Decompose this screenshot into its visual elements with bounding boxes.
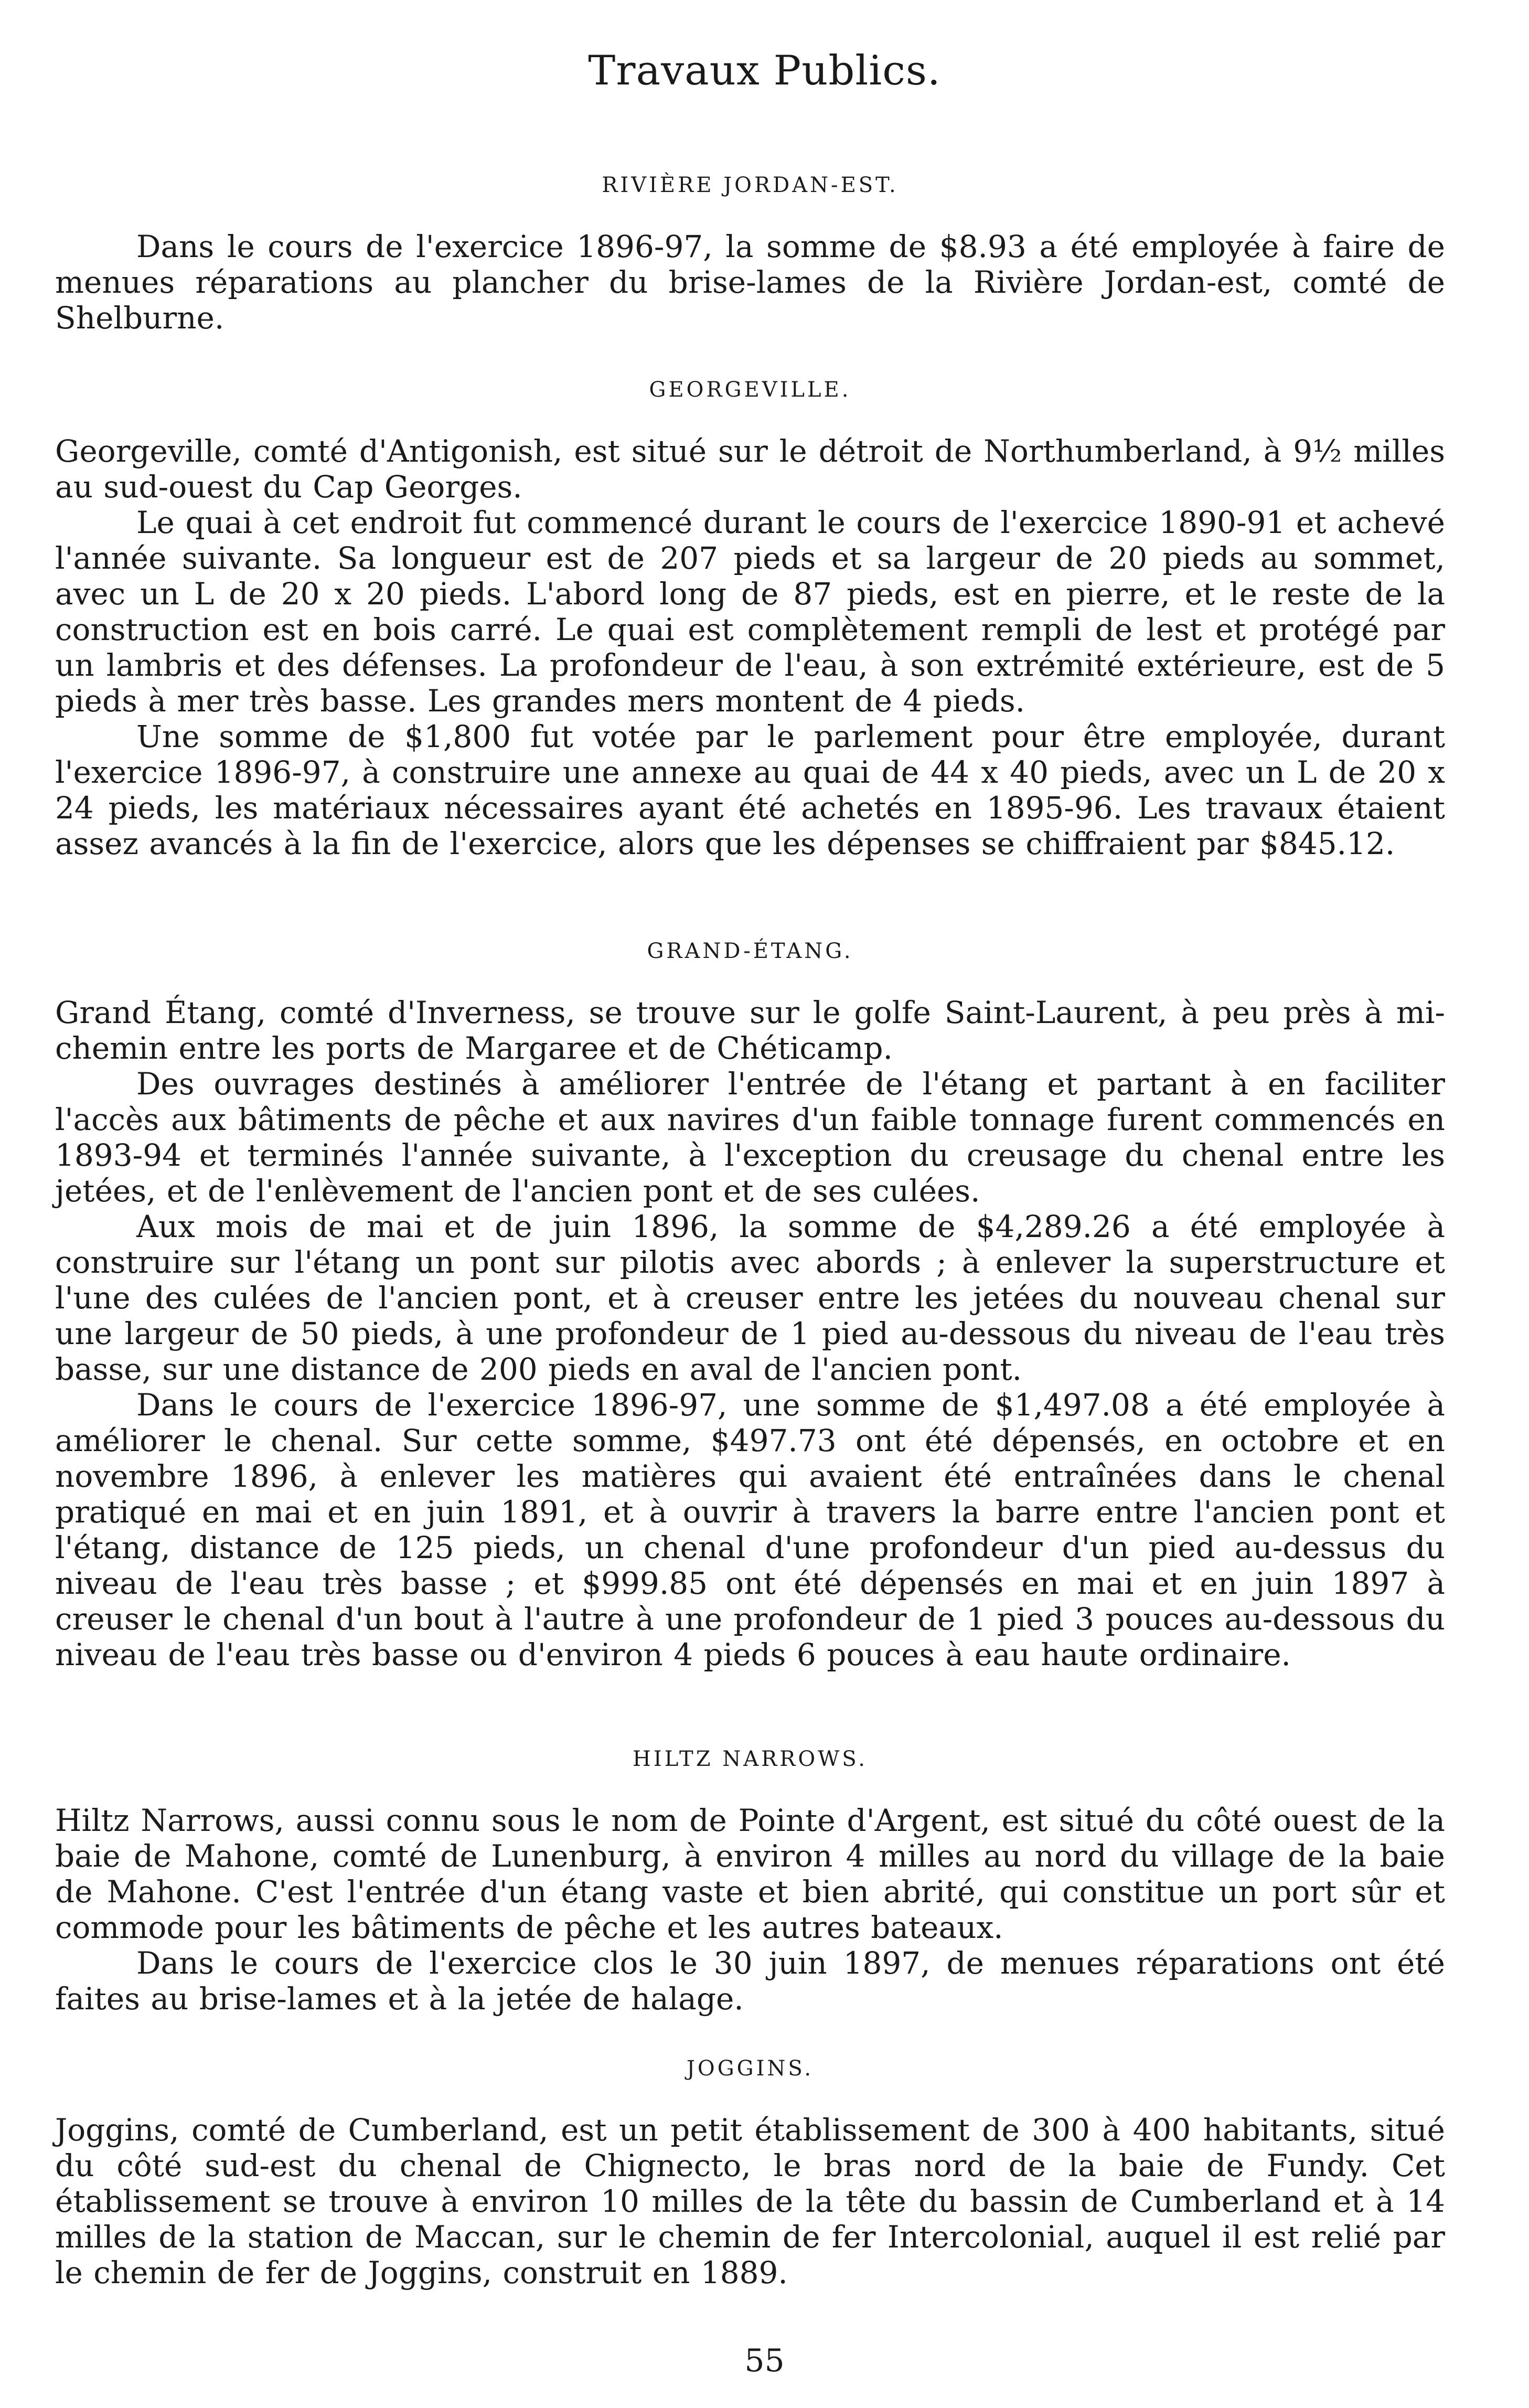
section-georgeville	[55, 378, 1445, 861]
paragraph: Dans le cours de l'exercice 1896-97, la somme de $8.93 a été employée à faire de menues réparations au plancher du brise-lames de la Rivière Jordan-est, comté de Shelburne.	[55, 229, 1445, 336]
paragraph: Grand Étang, comté d'Inverness, se trouve sur le golfe Saint-Laurent, à peu près à mi-chemin entre les ports de Margaree et de Chéticamp.	[55, 995, 1445, 1066]
section-heading: RIVIÈRE JORDAN-EST.	[602, 173, 899, 197]
page-title: Travaux Publics.	[588, 47, 941, 94]
paragraph: Des ouvrages destinés à améliorer l'entrée de l'étang et partant à en faciliter l'accès aux bâtiments de pêche et aux navires d'un faible tonnage furent commencés en 1893-94 et terminés l'année suivante, à l'exception du creusage du chenal entre les jetées, et de l'enlèvement de l'ancien pont et de ses culées.	[55, 1066, 1445, 1209]
section-heading: JOGGINS.	[686, 2057, 814, 2081]
section-riviere-jordan-est	[55, 173, 1445, 336]
page-number: 55	[744, 2342, 785, 2379]
paragraph: Dans le cours de l'exercice 1896-97, une somme de $1,497.08 a été employée à améliorer le chenal. Sur cette somme, $497.73 ont été dépensés, en octobre et en novembre 1896, à enlever les matières qui avaient été entraînées dans le chenal pratiqué en mai et en juin 1891, et à ouvrir à travers la barre entre l'ancien pont et l'étang, distance de 125 pieds, un chenal d'une profondeur d'un pied au-dessus du niveau de l'eau très basse ; et $999.85 ont été dépensés en mai et en juin 1897 à creuser le chenal d'un bout à l'autre à une profondeur de 1 pied 3 pouces au-dessous du niveau de l'eau très basse ou d'environ 4 pieds 6 pouces à eau haute ordinaire.	[55, 1387, 1445, 1672]
section-joggins	[55, 2057, 1445, 2290]
paragraph: Georgeville, comté d'Antigonish, est situé sur le détroit de Northumberland, à 9½ milles au sud-ouest du Cap Georges.	[55, 433, 1445, 505]
paragraph: Le quai à cet endroit fut commencé durant le cours de l'exercice 1890-91 et achevé l'année suivante. Sa longueur est de 207 pieds et sa largeur de 20 pieds au sommet, avec un L de 20 x 20 pieds. L'abord long de 87 pieds, est en pierre, et le reste de la construction est en bois carré. Le quai est complètement rempli de lest et protégé par un lambris et des défenses. La profondeur de l'eau, à son extrémité extérieure, est de 5 pieds à mer très basse. Les grandes mers montent de 4 pieds.	[55, 505, 1445, 719]
paragraph: Dans le cours de l'exercice clos le 30 juin 1897, de menues réparations ont été faites au brise-lames et à la jetée de halage.	[55, 1945, 1445, 2017]
section-heading: HILTZ NARROWS.	[633, 1747, 868, 1771]
section-heading: GRAND-ÉTANG.	[647, 939, 853, 963]
section-heading: GEORGEVILLE.	[649, 378, 851, 402]
paragraph: Aux mois de mai et de juin 1896, la somme de $4,289.26 a été employée à construire sur l'étang un pont sur pilotis avec abords ; à enlever la superstructure et l'une des culées de l'ancien pont, et à creuser entre les jetées du nouveau chenal sur une largeur de 50 pieds, à une profondeur de 1 pied au-dessous du niveau de l'eau très basse, sur une distance de 200 pieds en aval de l'ancien pont.	[55, 1209, 1445, 1387]
paragraph: Hiltz Narrows, aussi connu sous le nom de Pointe d'Argent, est situé du côté ouest de la baie de Mahone, comté de Lunenburg, à environ 4 milles au nord du village de la baie de Mahone. C'est l'entrée d'un étang vaste et bien abrité, qui constitue un port sûr et commode pour les bâtiments de pêche et les autres bateaux.	[55, 1803, 1445, 1945]
paragraph: Une somme de $1,800 fut votée par le parlement pour être employée, durant l'exercice 1896-97, à construire une annexe au quai de 44 x 40 pieds, avec un L de 20 x 24 pieds, les matériaux nécessaires ayant été achetés en 1895-96. Les travaux étaient assez avancés à la fin de l'exercice, alors que les dépenses se chiffraient par $845.12.	[55, 719, 1445, 861]
paragraph: Joggins, comté de Cumberland, est un petit établissement de 300 à 400 habitants, situé du côté sud-est du chenal de Chignecto, le bras nord de la baie de Fundy. Cet établissement se trouve à environ 10 milles de la tête du bassin de Cumberland et à 14 milles de la station de Maccan, sur le chemin de fer Intercolonial, auquel il est relié par le chemin de fer de Joggins, construit en 1889.	[55, 2112, 1445, 2290]
section-hiltz-narrows	[55, 1747, 1445, 2017]
section-grand-etang	[55, 939, 1445, 1672]
